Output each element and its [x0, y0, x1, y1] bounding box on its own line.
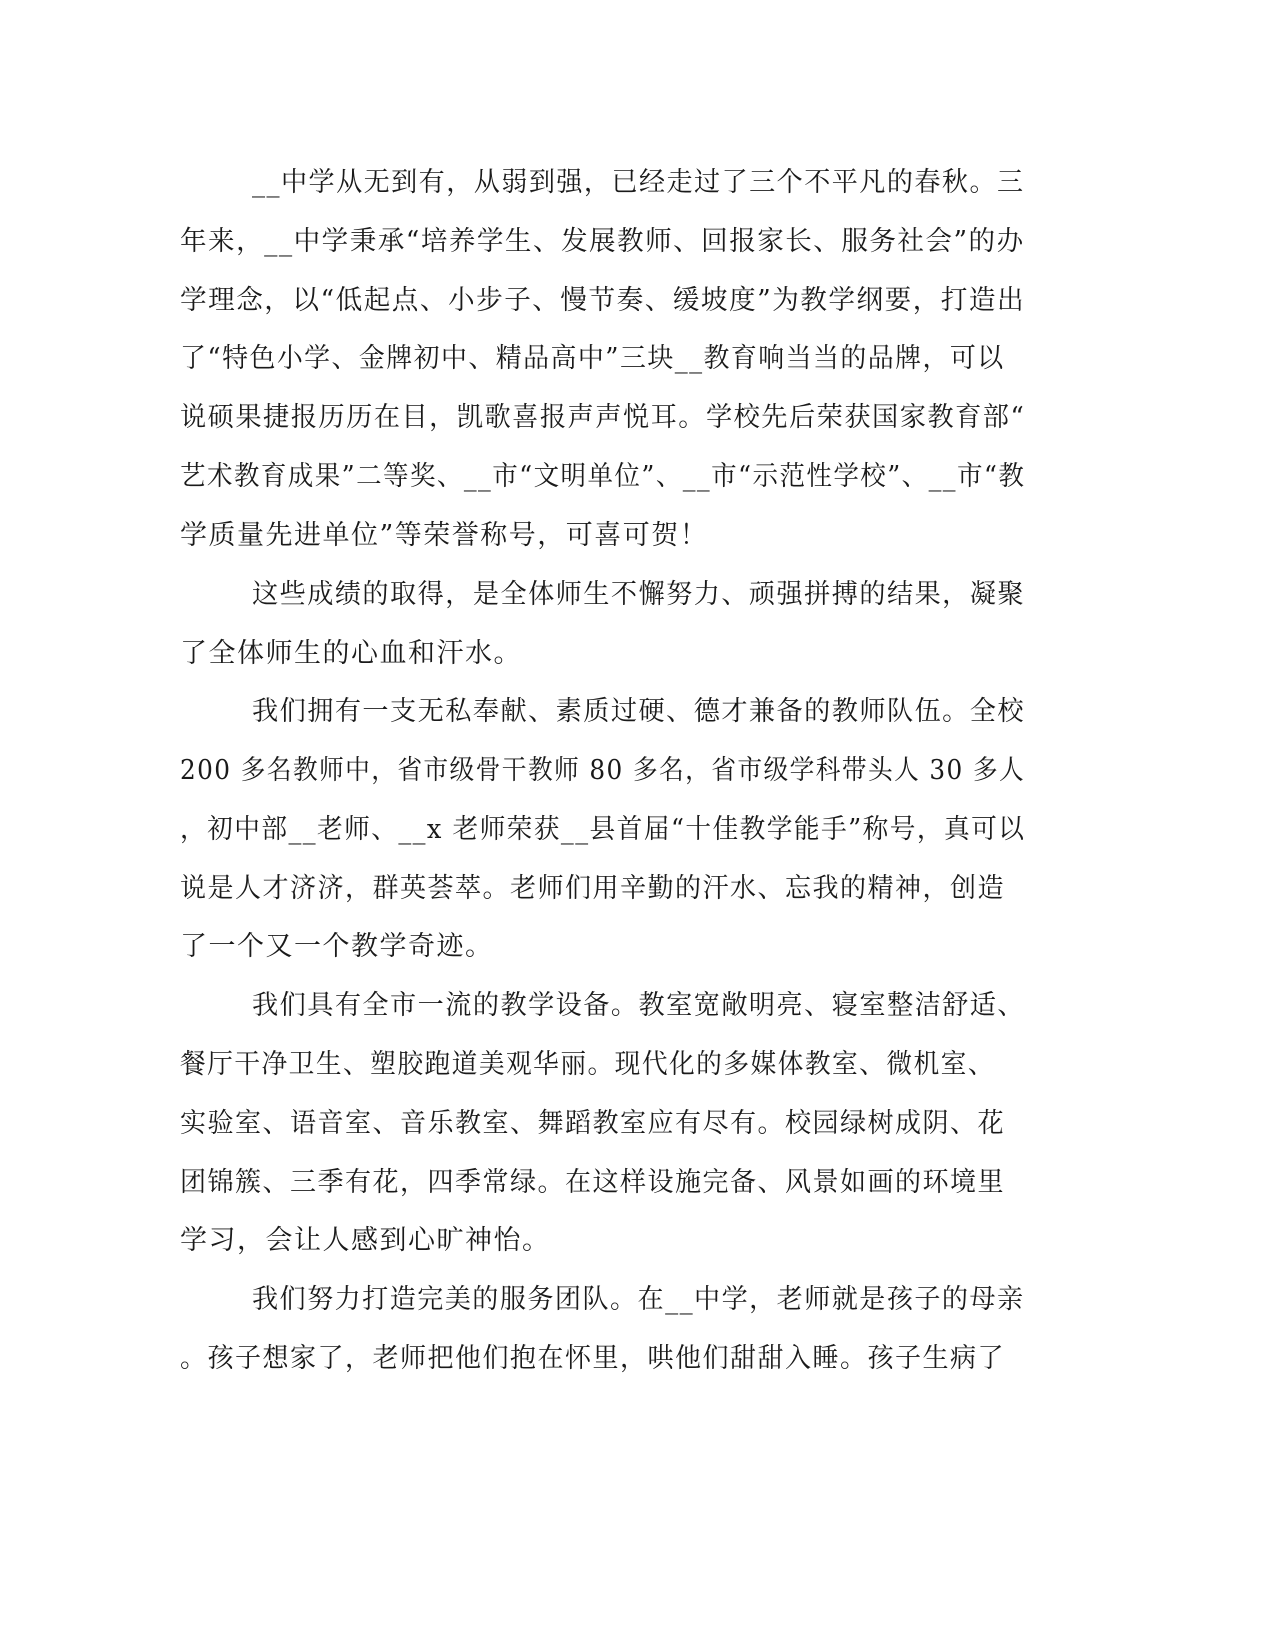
text-line: 了全体师生的心血和汗水。: [180, 638, 522, 669]
text-line: 我们拥有一支无私奉献、素质过硬、德才兼备的教师队伍。全校: [252, 696, 1025, 727]
text-line: 艺术教育成果”二等奖、__市“文明单位”、__市“示范性学校”、__市“教: [180, 461, 1026, 492]
text-line: ，初中部__老师、__x 老师荣获__县首届“十佳教学能手”称号，真可以: [180, 814, 1026, 845]
text-line: 说是人才济济，群英荟萃。老师们用辛勤的汗水、忘我的精神，创造: [180, 873, 1005, 904]
text-line: 实验室、语音室、音乐教室、舞蹈教室应有尽有。校园绿树成阴、花: [180, 1108, 1005, 1139]
text-line: 年来，__中学秉承“培养学生、发展教师、回报家长、服务社会”的办: [180, 226, 1025, 257]
text-line: 。孩子想家了，老师把他们抱在怀里，哄他们甜甜入睡。孩子生病了: [180, 1343, 1005, 1374]
text-line: 200 多名教师中，省市级骨干教师 80 多名，省市级学科带头人 30 多人: [180, 755, 1026, 786]
text-line: 学质量先进单位”等荣誉称号，可喜可贺！: [180, 520, 709, 551]
text-line: 团锦簇、三季有花，四季常绿。在这样设施完备、风景如画的环境里: [180, 1167, 1005, 1198]
text-line: 学习，会让人感到心旷神怡。: [180, 1225, 551, 1256]
text-line: 餐厅干净卫生、塑胶跑道美观华丽。现代化的多媒体教室、微机室、: [180, 1049, 995, 1080]
text-line: 我们努力打造完美的服务团队。在__中学，老师就是孩子的母亲: [252, 1284, 1025, 1315]
text-line: 这些成绩的取得，是全体师生不懈努力、顽强拼搏的结果，凝聚: [252, 579, 1025, 610]
text-line: __中学从无到有，从弱到强，已经走过了三个不平凡的春秋。三: [252, 167, 1025, 198]
text-line: 说硕果捷报历历在目，凯歌喜报声声悦耳。学校先后荣获国家教育部“: [180, 402, 1026, 433]
text-line: 了“特色小学、金牌初中、精品高中”三块__教育响当当的品牌，可以: [180, 343, 1005, 374]
text-line: 学理念，以“低起点、小步子、慢节奏、缓坡度”为教学纲要，打造出: [180, 285, 1026, 316]
text-line: 了一个又一个教学奇迹。: [180, 931, 494, 962]
text-line: 我们具有全市一流的教学设备。教室宽敞明亮、寝室整洁舒适、: [252, 990, 1025, 1021]
